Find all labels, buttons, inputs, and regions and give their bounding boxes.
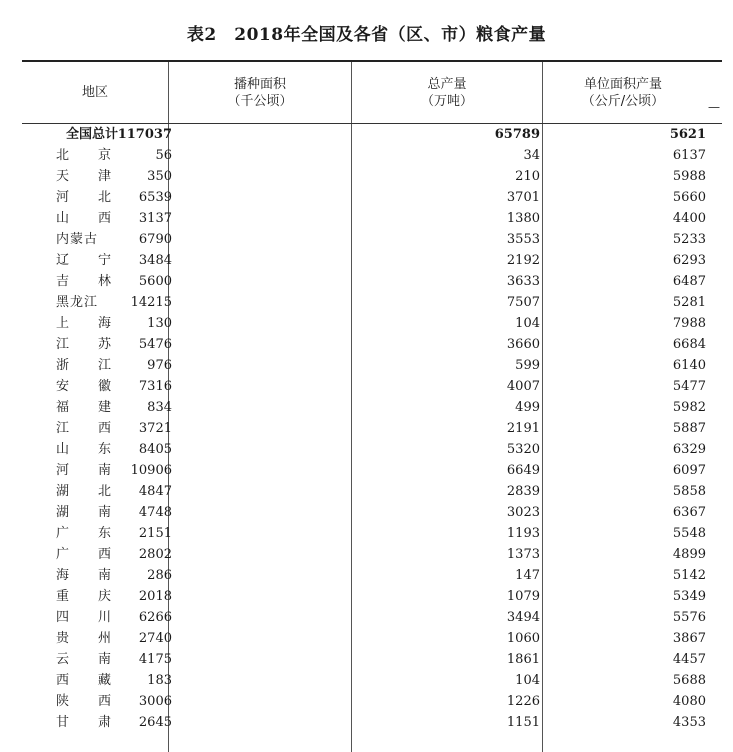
production-cell: 5320	[506, 442, 540, 457]
table-row	[22, 586, 722, 607]
header-region	[22, 62, 168, 123]
dash-mark: —	[708, 100, 720, 114]
table-row	[22, 628, 722, 649]
yield-cell: 6329	[672, 442, 706, 457]
region-cell: 安 徽	[56, 379, 113, 394]
area-cell: 834	[147, 400, 172, 415]
area-cell: 4175	[138, 652, 172, 667]
area-cell: 6790	[138, 232, 172, 247]
area-cell: 2802	[138, 547, 172, 562]
region-cell: 河 南	[56, 463, 113, 478]
area-cell: 2018	[138, 589, 172, 604]
table-row	[22, 607, 722, 628]
region-cell: 西 藏	[56, 673, 113, 688]
region-cell: 四 川	[56, 610, 113, 625]
region-cell: 江 苏	[56, 337, 113, 352]
production-cell: 1193	[506, 526, 540, 541]
yield-cell: 6097	[672, 463, 706, 478]
yield-cell: 4400	[672, 211, 706, 226]
area-cell: 350	[147, 169, 172, 184]
header-area-unit: （千公顷）	[227, 93, 293, 109]
production-cell: 3633	[506, 274, 540, 289]
table-row	[22, 544, 722, 565]
area-cell: 2151	[138, 526, 172, 541]
area-cell: 3721	[138, 421, 172, 436]
yield-cell: 4899	[672, 547, 706, 562]
yield-cell: 6684	[672, 337, 706, 352]
header-production	[352, 62, 542, 123]
production-cell: 3023	[506, 505, 540, 520]
header-yield-unit: （公斤/公顷）	[581, 93, 665, 109]
yield-cell: 5477	[672, 379, 706, 394]
table-row	[22, 649, 722, 670]
yield-cell: 5982	[672, 400, 706, 415]
production-cell: 1151	[506, 715, 540, 730]
table-body	[22, 124, 722, 733]
region-cell: 江 西	[56, 421, 113, 436]
region-cell: 全国总计	[66, 127, 119, 142]
yield-cell: 4457	[672, 652, 706, 667]
region-cell: 上 海	[56, 316, 113, 331]
production-cell: 3660	[506, 337, 540, 352]
yield-cell: 5688	[672, 673, 706, 688]
yield-cell: 4080	[672, 694, 706, 709]
area-cell: 4847	[138, 484, 172, 499]
region-cell: 吉 林	[56, 274, 113, 289]
area-cell: 8405	[138, 442, 172, 457]
region-cell: 河 北	[56, 190, 113, 205]
header-area-label: 播种面积	[233, 76, 286, 92]
production-cell: 1060	[506, 631, 540, 646]
table-row	[22, 208, 722, 229]
table-row	[22, 145, 722, 166]
table-row	[22, 439, 722, 460]
yield-cell: 5142	[672, 568, 706, 583]
header-production-label: 总产量	[427, 76, 467, 92]
area-cell: 7316	[138, 379, 172, 394]
area-cell: 976	[147, 358, 172, 373]
yield-cell: 5858	[672, 484, 706, 499]
production-cell: 2191	[506, 421, 540, 436]
region-cell: 云 南	[56, 652, 113, 667]
region-cell: 广 东	[56, 526, 113, 541]
area-cell: 117037	[117, 127, 172, 142]
header-area	[169, 62, 351, 123]
header-yield	[543, 62, 703, 123]
production-cell: 4007	[506, 379, 540, 394]
area-cell: 130	[147, 316, 172, 331]
table-row	[22, 334, 722, 355]
production-cell: 1226	[506, 694, 540, 709]
region-cell: 重 庆	[56, 589, 113, 604]
area-cell: 4748	[138, 505, 172, 520]
region-cell: 山 西	[56, 211, 113, 226]
region-cell: 陕 西	[56, 694, 113, 709]
table-row	[22, 229, 722, 250]
table-row	[22, 418, 722, 439]
region-cell: 海 南	[56, 568, 113, 583]
yield-cell: 5660	[672, 190, 706, 205]
production-cell: 210	[515, 169, 540, 184]
region-cell: 天 津	[56, 169, 113, 184]
yield-cell: 5576	[672, 610, 706, 625]
area-cell: 286	[147, 568, 172, 583]
region-cell: 湖 北	[56, 484, 113, 499]
table-row	[22, 250, 722, 271]
area-cell: 2645	[138, 715, 172, 730]
table-row	[22, 376, 722, 397]
yield-cell: 6137	[672, 148, 706, 163]
yield-cell: 5233	[672, 232, 706, 247]
production-cell: 599	[515, 358, 540, 373]
yield-cell: 6487	[672, 274, 706, 289]
production-cell: 34	[523, 148, 540, 163]
production-cell: 3494	[506, 610, 540, 625]
table-row	[22, 523, 722, 544]
production-cell: 7507	[506, 295, 540, 310]
table-row	[22, 460, 722, 481]
production-cell: 3701	[506, 190, 540, 205]
region-cell: 湖 南	[56, 505, 113, 520]
production-cell: 2839	[506, 484, 540, 499]
table-row	[22, 691, 722, 712]
region-cell: 广 西	[56, 547, 113, 562]
table-row	[22, 502, 722, 523]
yield-cell: 4353	[672, 715, 706, 730]
region-cell: 内蒙古	[56, 232, 99, 247]
production-cell: 1861	[506, 652, 540, 667]
header-yield-label: 单位面积产量	[583, 76, 662, 92]
yield-cell: 5548	[672, 526, 706, 541]
area-cell: 2740	[138, 631, 172, 646]
table-row	[22, 271, 722, 292]
production-cell: 147	[515, 568, 540, 583]
yield-cell: 5988	[672, 169, 706, 184]
production-cell: 1373	[506, 547, 540, 562]
yield-cell: 5281	[672, 295, 706, 310]
region-cell: 福 建	[56, 400, 113, 415]
header-region-label: 地区	[81, 85, 108, 100]
table-title: 表2 2018年全国及各省（区、市）粮食产量	[186, 25, 547, 45]
production-cell: 65789	[494, 127, 540, 142]
production-cell: 1079	[506, 589, 540, 604]
table-row	[22, 355, 722, 376]
area-cell: 10906	[130, 463, 172, 478]
area-cell: 14215	[130, 295, 172, 310]
production-cell: 3553	[506, 232, 540, 247]
yield-cell: 3867	[672, 631, 706, 646]
yield-cell: 7988	[672, 316, 706, 331]
production-cell: 104	[515, 316, 540, 331]
area-cell: 3006	[138, 694, 172, 709]
table-row	[22, 313, 722, 334]
area-cell: 183	[147, 673, 172, 688]
production-cell: 1380	[506, 211, 540, 226]
table-row	[22, 187, 722, 208]
table-row	[22, 712, 722, 733]
yield-cell: 6367	[672, 505, 706, 520]
yield-cell: 6140	[672, 358, 706, 373]
area-cell: 5600	[138, 274, 172, 289]
table-row	[22, 292, 722, 313]
yield-cell: 6293	[672, 253, 706, 268]
region-cell: 贵 州	[56, 631, 113, 646]
table-row	[22, 481, 722, 502]
table-row	[22, 166, 722, 187]
area-cell: 56	[155, 148, 172, 163]
header-production-unit: （万吨）	[420, 93, 473, 109]
production-cell: 104	[515, 673, 540, 688]
region-cell: 甘 肃	[56, 715, 113, 730]
region-cell: 黑龙江	[56, 295, 99, 310]
yield-cell: 5349	[672, 589, 706, 604]
table-row	[22, 565, 722, 586]
region-cell: 浙 江	[56, 358, 113, 373]
area-cell: 3137	[138, 211, 172, 226]
production-cell: 499	[515, 400, 540, 415]
yield-cell: 5887	[672, 421, 706, 436]
region-cell: 山 东	[56, 442, 113, 457]
area-cell: 5476	[138, 337, 172, 352]
total-row	[22, 124, 722, 145]
yield-cell: 5621	[669, 127, 706, 142]
production-cell: 2192	[506, 253, 540, 268]
region-cell: 北 京	[56, 148, 113, 163]
area-cell: 6539	[138, 190, 172, 205]
production-cell: 6649	[506, 463, 540, 478]
table-row	[22, 670, 722, 691]
region-cell: 辽 宁	[56, 253, 113, 268]
table-row	[22, 397, 722, 418]
area-cell: 3484	[138, 253, 172, 268]
area-cell: 6266	[138, 610, 172, 625]
